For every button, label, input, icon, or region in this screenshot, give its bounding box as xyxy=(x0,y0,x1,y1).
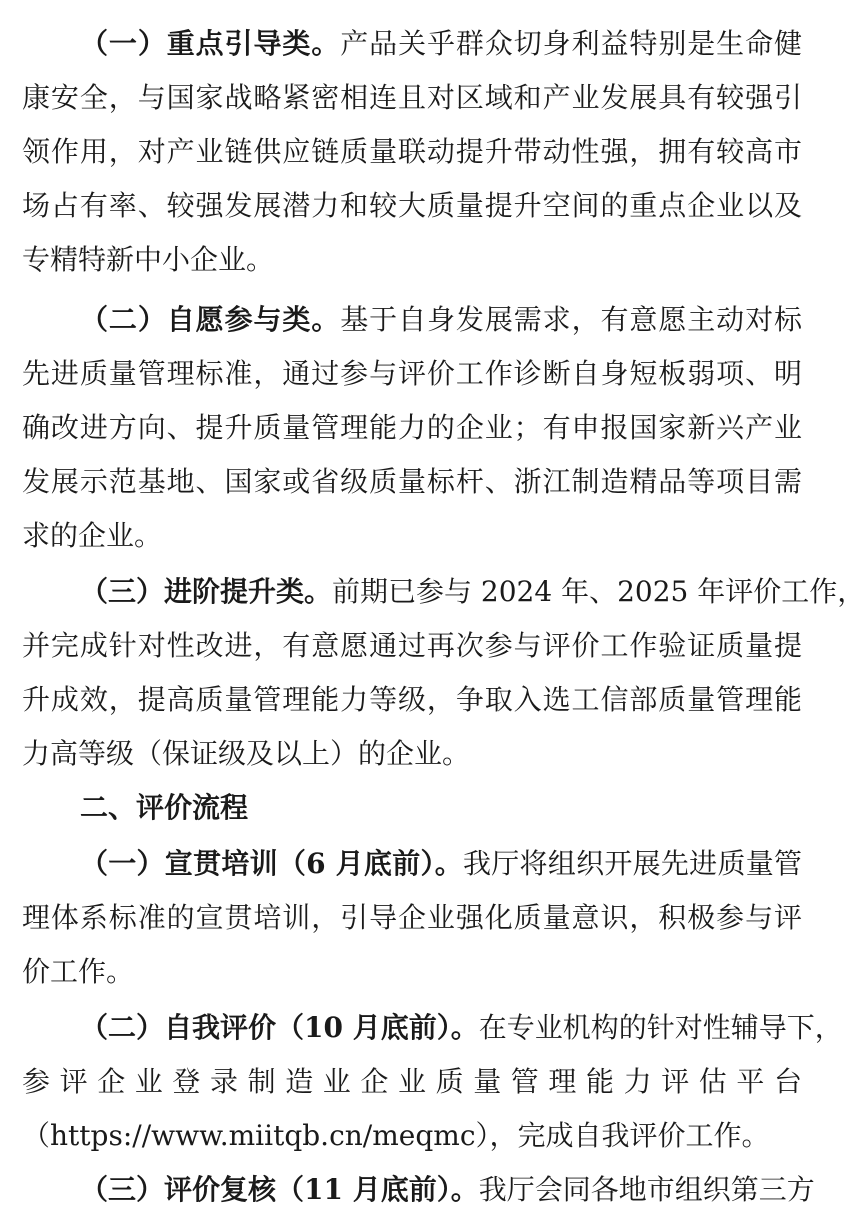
paragraph-6-line-1 xyxy=(80,1166,815,1214)
paragraph-4-line-3: 价工作。 xyxy=(22,955,135,988)
paragraph-1-line-4: 场占有率、较强发展潜力和较大质量提升空间的重点企业以及 xyxy=(22,189,802,222)
section-2-title: 二、评价流程 xyxy=(80,791,249,824)
paragraph-3-line-2: 并完成针对性改进，有意愿通过再次参与评价工作验证质量提 xyxy=(22,629,802,662)
paragraph-2-line-4: 发展示范基地、国家或省级质量标杆、浙江制造精品等项目需 xyxy=(22,465,802,498)
paragraph-3-line-4: 力高等级（保证级及以上）的企业。 xyxy=(22,737,471,770)
paragraph-4-heading: （一）宣贯培训（6 月底前）。 xyxy=(80,847,464,880)
paragraph-1-line-1 xyxy=(80,20,802,68)
paragraph-2-line-3: 确改进方向、提升质量管理能力的企业；有申报国家新兴产业 xyxy=(22,411,802,444)
paragraph-3-heading: （三）进阶提升类。 xyxy=(80,575,333,608)
paragraph-3-line-1 xyxy=(80,568,865,616)
paragraph-5-line-1 xyxy=(80,1004,843,1052)
paragraph-1-heading: （一）重点引导类。 xyxy=(80,27,341,60)
paragraph-2-line-5: 求的企业。 xyxy=(22,519,163,552)
paragraph-1-line-2: 康安全，与国家战略紧密相连且对区域和产业发展具有较强引 xyxy=(22,81,802,114)
paragraph-2-heading: （二）自愿参与类。 xyxy=(80,303,341,336)
paragraph-5-line-3: （https://www.miitqb.cn/meqmc），完成自我评价工作。 xyxy=(22,1119,770,1152)
paragraph-1-line-3: 领作用，对产业链供应链质量联动提升带动性强，拥有较高市 xyxy=(22,135,802,168)
paragraph-6-heading: （三）评价复核（11 月底前）。 xyxy=(80,1173,479,1206)
paragraph-5-line-2: 参评企业登录制造业企业质量管理能力评估平台 xyxy=(22,1065,802,1098)
paragraph-4-line-2: 理体系标准的宣贯培训，引导企业强化质量意识，积极参与评 xyxy=(22,901,802,934)
paragraph-1-line-5: 专精特新中小企业。 xyxy=(22,243,275,276)
paragraph-1-text: 产品关乎群众切身利益特别是生命健 xyxy=(340,27,802,60)
paragraph-2-text: 基于自身发展需求，有意愿主动对标 xyxy=(340,303,802,336)
paragraph-5-heading: （二）自我评价（10 月底前）。 xyxy=(80,1011,479,1044)
paragraph-2-line-2: 先进质量管理标准，通过参与评价工作诊断自身短板弱项、明 xyxy=(22,357,802,390)
paragraph-3-text: 前期已参与 2024 年、2025 年评价工作， xyxy=(332,575,865,608)
paragraph-5-text: 在专业机构的针对性辅导下， xyxy=(478,1011,843,1044)
paragraph-4-text: 我厅将组织开展先进质量管 xyxy=(463,847,802,880)
paragraph-6-text: 我厅会同各地市组织第三方 xyxy=(478,1173,815,1206)
paragraph-3-line-3: 升成效，提高质量管理能力等级，争取入选工信部质量管理能 xyxy=(22,683,802,716)
paragraph-4-line-1 xyxy=(80,840,802,888)
paragraph-2-line-1 xyxy=(80,296,802,344)
